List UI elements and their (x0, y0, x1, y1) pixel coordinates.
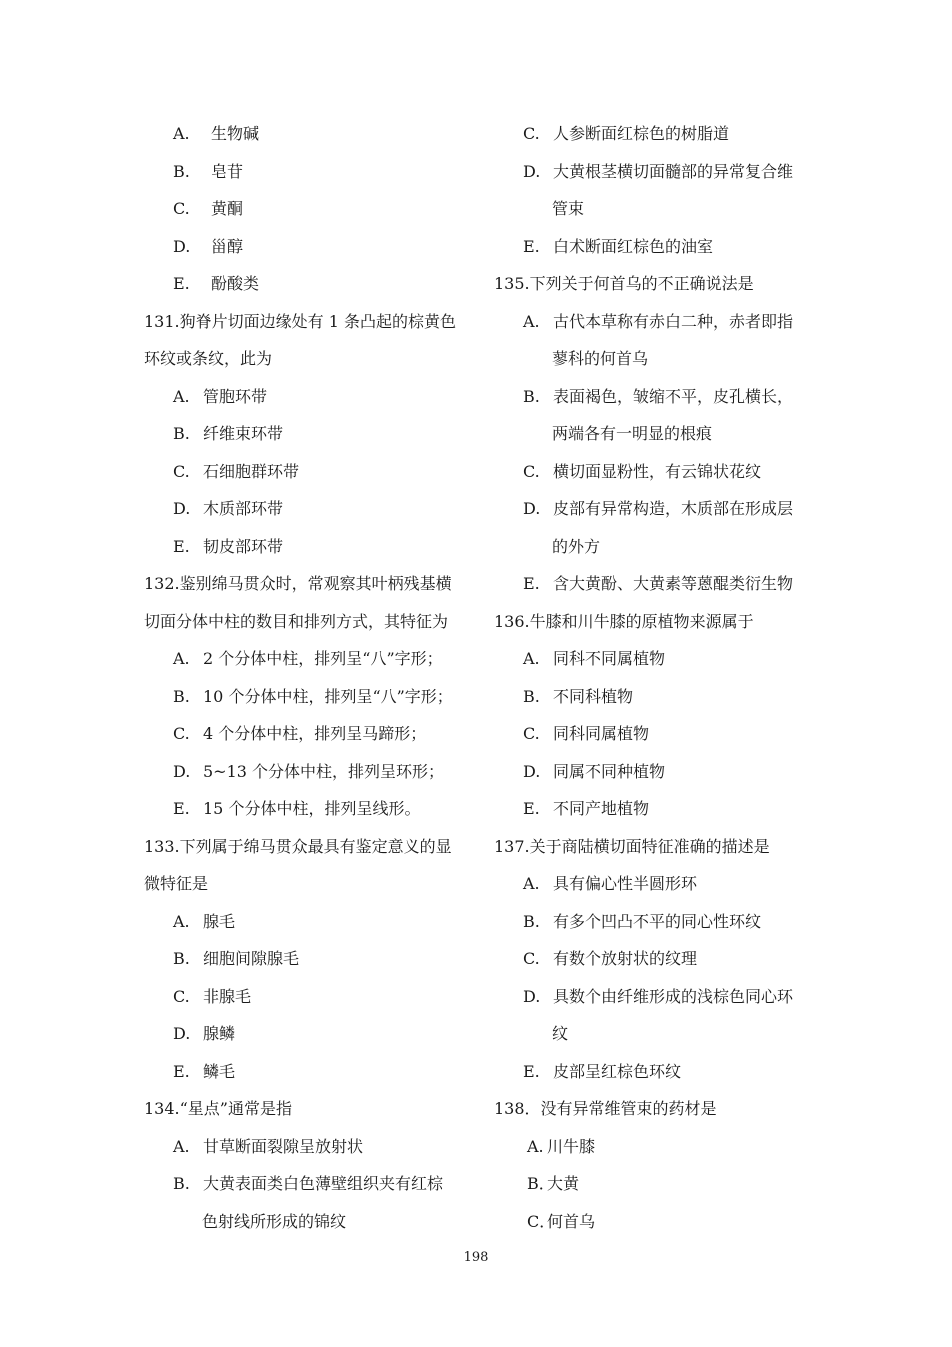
option-text: 大黄表面类白色薄壁组织夹有红棕 (203, 1174, 444, 1193)
option-text: 腺鳞 (203, 1024, 236, 1043)
option-text: 2 个分体中柱，排列呈“八”字形； (203, 649, 443, 668)
question-line: 137.关于商陆横切面特征准确的描述是 (494, 836, 770, 856)
option-label: B. (173, 1174, 190, 1193)
option-label: E. (523, 574, 540, 593)
option-label: D. (173, 1024, 191, 1043)
option-text: 同属不同种植物 (553, 761, 666, 781)
option-line (494, 378, 824, 416)
option-continuation: 的外方 (552, 536, 601, 556)
option-line (144, 490, 474, 528)
option-text: 大黄根茎横切面髓部的异常复合维 (553, 161, 794, 181)
option-line (144, 715, 474, 753)
option-line (144, 228, 474, 266)
question-line: 134.“星点”通常是指 (144, 1099, 292, 1118)
question-line: 132.鉴别绵马贯众时，常观察其叶柄残基横 (144, 574, 452, 593)
option-text: 非腺毛 (203, 986, 252, 1006)
option-text: 人参断面红棕色的树脂道 (553, 124, 730, 143)
option-line (494, 715, 824, 753)
option-line (494, 1128, 824, 1166)
option-line (144, 903, 474, 941)
option-line (144, 378, 474, 416)
option-text: 15 个分体中柱，排列呈线形。 (203, 799, 421, 818)
option-text: 甾醇 (211, 236, 244, 256)
option-label: B. (523, 386, 540, 406)
question-line: 136.牛膝和川牛膝的原植物来源属于 (494, 611, 754, 631)
option-label: D. (173, 499, 191, 518)
option-label: A. (523, 874, 540, 893)
option-text: 管胞环带 (203, 386, 268, 406)
option-line (144, 415, 474, 453)
option-label: B. (173, 424, 190, 443)
option-label: C. (173, 461, 190, 481)
option-line (494, 1053, 824, 1091)
option-label: C. (523, 124, 540, 143)
option-line (494, 790, 824, 828)
option-line (494, 1203, 824, 1241)
option-label: A. (173, 911, 190, 931)
option-label: C. (523, 461, 540, 481)
option-line (144, 1053, 474, 1091)
option-line (144, 1015, 474, 1053)
option-line (144, 1165, 474, 1203)
option-line (144, 678, 474, 716)
option-text: 木质部环带 (203, 499, 284, 518)
option-text: 石细胞群环带 (203, 461, 300, 481)
option-text: 古代本草称有赤白二种，赤者即指 (553, 311, 794, 331)
option-continuation: 色射线所形成的锦纹 (202, 1211, 347, 1231)
option-line (494, 865, 824, 903)
option-label: B. (173, 686, 190, 706)
option-label: B. (173, 949, 190, 968)
option-label: B. (523, 686, 540, 706)
option-label: C. (523, 949, 540, 968)
question-line: 切面分体中柱的数目和排列方式，其特征为 (144, 611, 449, 631)
option-label: D. (523, 761, 541, 781)
option-text: 含大黄酚、大黄素等蒽醌类衍生物 (553, 574, 794, 593)
option-label: A. (523, 311, 540, 331)
option-label: C． (527, 1211, 556, 1231)
option-label: A. (173, 649, 190, 668)
page-number: 198 (463, 1250, 489, 1265)
option-line (494, 753, 824, 791)
option-label: D. (523, 986, 541, 1006)
option-continuation: 两端各有一明显的根痕 (552, 424, 713, 443)
option-text: 横切面显粉性，有云锦状花纹 (553, 461, 762, 481)
option-label: D. (173, 761, 191, 781)
option-line (494, 1165, 824, 1203)
option-line (494, 153, 824, 191)
option-line (494, 978, 824, 1016)
option-text: 鳞毛 (203, 1061, 236, 1081)
option-label: E. (173, 1061, 190, 1081)
option-line (494, 940, 824, 978)
option-continuation: 纹 (552, 1024, 569, 1043)
option-label: E. (173, 536, 190, 556)
option-text: 大黄 (547, 1174, 580, 1193)
option-text: 5~13 个分体中柱，排列呈环形； (203, 761, 445, 781)
option-text: 不同产地植物 (553, 799, 650, 818)
option-line (144, 528, 474, 566)
option-label: D. (523, 161, 541, 181)
option-text: 具有偏心性半圆形环 (553, 874, 698, 893)
option-text: 酚酸类 (211, 274, 260, 293)
option-text: 不同科植物 (553, 686, 634, 706)
option-label: E. (173, 799, 190, 818)
option-line (144, 153, 474, 191)
option-text: 甘草断面裂隙呈放射状 (203, 1136, 364, 1156)
option-text: 有多个凹凸不平的同心性环纹 (553, 911, 762, 931)
option-line (144, 115, 474, 153)
question-line: 133.下列属于绵马贯众最具有鉴定意义的显 (144, 836, 452, 856)
option-line (144, 790, 474, 828)
option-label: E. (523, 236, 540, 256)
option-text: 何首乌 (547, 1211, 596, 1231)
option-label: A. (173, 124, 190, 143)
option-label: C. (173, 986, 190, 1006)
option-line (494, 453, 824, 491)
option-label: C. (173, 724, 190, 743)
option-line (494, 640, 824, 678)
option-label: C. (523, 724, 540, 743)
option-line (494, 490, 824, 528)
option-label: A. (527, 1136, 544, 1156)
option-text: 皮部呈红棕色环纹 (553, 1061, 682, 1081)
option-text: 10 个分体中柱，排列呈“八”字形； (203, 686, 453, 706)
option-label: C. (173, 199, 190, 218)
option-line (144, 265, 474, 303)
option-text: 4 个分体中柱，排列呈马蹄形； (203, 724, 427, 743)
question-line: 131.狗脊片切面边缘处有 1 条凸起的棕黄色 (144, 311, 456, 331)
option-line (144, 940, 474, 978)
option-line (494, 903, 824, 941)
option-line (144, 1128, 474, 1166)
option-text: 细胞间隙腺毛 (203, 949, 300, 968)
option-label: E. (173, 274, 190, 293)
option-text: 表面褐色，皱缩不平，皮孔横长， (553, 386, 794, 406)
option-label: E. (523, 799, 540, 818)
option-line (494, 303, 824, 341)
option-text: 白术断面红棕色的油室 (553, 236, 714, 256)
option-line (494, 228, 824, 266)
option-label: D. (523, 499, 541, 518)
option-text: 川牛膝 (547, 1136, 596, 1156)
option-text: 黄酮 (211, 199, 244, 218)
option-text: 同科不同属植物 (553, 649, 666, 668)
option-label: D. (173, 236, 191, 256)
option-label: B. (173, 161, 190, 181)
option-label: A. (523, 649, 540, 668)
option-line (144, 753, 474, 791)
right-column (494, 115, 824, 1240)
option-label: E. (523, 1061, 540, 1081)
option-line (144, 640, 474, 678)
option-label: A. (173, 386, 190, 406)
option-text: 同科同属植物 (553, 724, 650, 743)
option-text: 生物碱 (211, 124, 260, 143)
question-line: 135.下列关于何首乌的不正确说法是 (494, 274, 754, 293)
option-text: 皂苷 (211, 161, 244, 181)
option-label: A. (173, 1136, 190, 1156)
option-line (144, 978, 474, 1016)
option-continuation: 蓼科的何首乌 (552, 349, 649, 368)
question-line: 138．没有异常维管束的药材是 (494, 1099, 717, 1118)
option-label: B． (527, 1174, 555, 1193)
option-text: 腺毛 (203, 911, 236, 931)
option-line (494, 678, 824, 716)
option-line (494, 565, 824, 603)
option-text: 皮部有异常构造，木质部在形成层 (553, 499, 794, 518)
option-continuation: 管束 (552, 199, 585, 218)
option-label: B. (523, 911, 540, 931)
question-line: 微特征是 (144, 874, 209, 893)
option-line (494, 115, 824, 153)
option-text: 韧皮部环带 (203, 536, 284, 556)
left-column (144, 115, 474, 1240)
option-text: 纤维束环带 (203, 424, 284, 443)
option-line (144, 453, 474, 491)
option-text: 具数个由纤维形成的浅棕色同心环 (553, 986, 794, 1006)
option-line (144, 190, 474, 228)
question-line: 环纹或条纹，此为 (144, 349, 273, 368)
option-text: 有数个放射状的纹理 (553, 949, 698, 968)
